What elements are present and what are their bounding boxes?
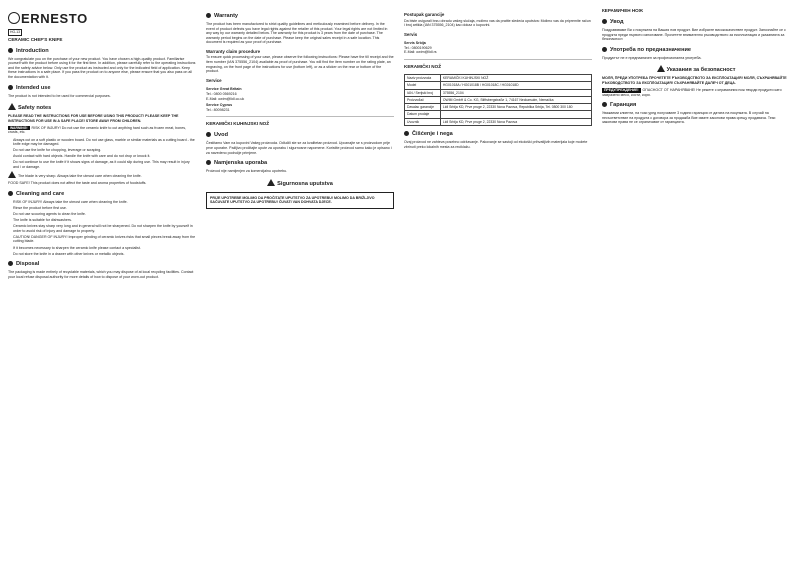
namjena-heading: Namjenska uporaba [206,160,394,167]
paket-heading: Postupak garancije [404,12,445,17]
warning-triangle-icon [657,65,665,72]
bg-use-text: Продуктът не е предназначен за професионална употреба. [602,55,702,60]
claim-heading: Warranty claim procedure [206,48,261,54]
table-row: Proizvođač OWIM GmbH & Co. KG, Stiftsbergstraße 1, 74167 Neckarsulm, Nemačka [405,96,592,103]
bg-uvod-heading: Увод [602,19,790,26]
intended-text: The product is not intended to be used for commercial purposes. [8,93,111,98]
bullet-icon [602,19,607,24]
table-row: Model HG01018A / HG01018B / HG01018C / HG01018D [405,82,592,89]
list-item: If it becomes necessary to sharpen the ceramic knife please contact a specialist. [13,245,141,250]
table-row: Datum prodaje [405,111,592,118]
safety-intro: PLEASE READ THE INSTRUCTIONS FOR USE BEFORE USING THIS PRODUCT! PLEASE KEEP THE INSTRUCTIONS FOR USE IN A SAFE PLACE! STORE AWAY FROM CHILDREN. [8,114,179,123]
bullet-icon [206,132,211,137]
list-item: Rinse the product before first use. [13,205,67,210]
column-warranty-croatian [206,8,394,560]
table-row: Naziv proizvoda KERAMIČKI KUHINJSKI NOŽ [405,74,592,81]
list-item: Do not continue to use the knife if it shows signs of damage, as it could slip during use. This may result in injury and / or damage. [13,160,190,169]
list-item: Do not use the knife for chopping, leverage or scraping. [13,148,102,153]
service-heading: Service [206,77,222,83]
bullet-icon [8,48,13,53]
brand-circle-icon [8,12,20,24]
bullet-icon [602,102,607,107]
cleaning-heading: Cleaning and care [8,191,196,198]
bullet-icon [206,160,211,165]
list-item: Avoid contact with hard objects. Handle the knife with care and do not drop or knock it. [13,154,151,159]
bullet-icon [404,131,409,136]
bg-garancia-text: Уважаеми клиенти, на този уред получавате 3 години гаранция от датата на покупката. В случай на несъответствие на продукта с договора за продажба Вие имате законови права срещу продавача. Тези законови права не се ограничават от гаранцията. [602,111,776,125]
uvod-text: Čestitamo Vam na kupovini Vašeg proizvoda. Odlučili ste se za kvalitetan proizvod. Upoznajte se s proizvodom prije prve uporabe. Pažljivo pročitajte upute za uporabu i sigurnosne napomene. Koristite proizvod samo kako je opisano i za navedeno područje primjene. [206,141,392,155]
warning-label: ПРЕДУПРЕЖДЕНИЕ! [604,88,639,93]
warning-paragraph: WARNING! RISK OF INJURY! Do not use the ceramic knife to cut anything hard such as frozen meat, bones, crusts, etc. [8,125,187,135]
language-title-rs: KERAMIČKI NOŽ [404,63,442,69]
product-title: CERAMIC CHEF'S KNIFE [8,36,63,42]
claim-text: To ensure quick processing of your case, please observe the following instructions: Please have the till receipt and the item number (IAN 375556_2104) available as proof of purchase. You will find the item number on the rating plate, an engraving, on the front page of the instructions for use (bottom left), or as a sticker on the rear or bottom of the product. [206,55,394,74]
divider [206,116,394,117]
column-bulgarian [602,8,790,560]
warranty-table [404,74,592,126]
bg-warning-paragraph: ПРЕДУПРЕЖДЕНИЕ! ОПАСНОСТ ОТ НАРАНЯВАНЕ! Не режете с керамичния нож твърди продукти като замразено месо, кости, кори. [602,88,782,97]
list-item: Do not use scouring agents to clean the knife. [13,211,86,216]
warranty-text: The product has been manufactured to strict quality guidelines and meticulously examined before delivery. In the event of product defects you have legal rights against the retailer of this product. Your legal rights are not limited in any way by our warranty detailed below. The warranty for this product is 3 years from the date of purchase. The warranty period begins on the date of purchase. Please keep the original sales receipt in a safe location. This document is required as your proof of purchase. [206,22,388,45]
food-safe-note: FOOD SAFE! This product does not affect the taste and aroma properties of foodstuffs. [8,181,147,186]
list-item: Always cut on a soft plastic or wooden board. Do not use glass, marble or similar materials as a cutting board - the knife edge may be damaged. [13,137,195,147]
divider [404,59,592,60]
uvod-heading: Uvod [206,132,394,139]
bullet-icon [206,13,211,18]
intended-heading: Intended use [8,85,196,92]
bg-garancia-heading: Гаранция [602,102,790,109]
bullet-icon [8,85,13,90]
brand-logo: ERNESTO [8,12,196,26]
servis-heading: Servis [404,31,418,37]
servis-address: Servis Srbija Tel.: 0800190629 E-Mail: owim@lidl.rs [404,41,437,55]
warning-label: WARNING! [10,125,28,130]
service-address: Service Great Britain Tel.: 0800 0569216 E-Mail: owim@lidl.co.uk Service Cyprus Tel.: 80098231 [206,87,245,112]
bg-uvod-text: Поздравяваме Ви с покупката на Вашия нов продукт. Вие избрахте висококачествен продукт. Запознайте се с продукта преди първото използване. Прочетете внимателно ръководството за експлоатация и указанията за безопасност. [602,28,786,42]
namjena-text: Proizvod nije namijenjen za komercijalnu upotrebu. [206,169,288,174]
bullet-icon [8,261,13,266]
sig-heading: Sigurnosna uputstva [206,179,394,188]
list-item: Do not store the knife in a drawer with other knives or metallic objects. [13,251,125,256]
table-row: Davalac garancije Lidl Srbija KD, Prve pruge 2, 22330 Nova Pazova, Republika Srbija, Tel. 0800 300 180 [405,104,592,111]
bullet-icon [8,191,13,196]
warning-triangle-icon [267,179,275,186]
blade-note: The blade is very sharp. Always take the utmost care when cleaning the knife. [8,171,196,179]
bg-use-heading: Употреба по предназначение [602,47,790,54]
column-english [8,8,196,560]
list-item: CAUTION! DANGER OF INJURY! Improper grinding of ceramic knives risks that small pieces break away from the cutting blade. [13,234,196,244]
sig-text: PRIJE UPOTREBE MOLIMO DA PROČITATE UPUTSTVO ZA UPOTREBU! MOLIMO DA BRIŽLJIVO SAČUVATE UPUTSTVO ZA UPOTREBU! ČUVATI VAN DOHVATA DJECE. [206,192,394,209]
list-item: Ceramic knives stay sharp very long and in general will not be sharpened. Do not sharpen the knife by yourself in order to avoid risk of injury and damage to property. [13,224,193,233]
table-row: IAN / Serijski broj 375556_2104 [405,89,592,96]
warning-triangle-icon [8,103,16,110]
table-row: Uvoznik Lidl Srbija KD, Prve pruge 2, 22330 Nova Pazova [405,118,592,125]
warranty-heading: Warranty [206,13,394,20]
bg-safety-heading: Указания за безопасност [602,65,790,74]
bullet-icon [602,47,607,52]
disposal-heading: Disposal [8,261,196,268]
paket-text: Da biste osigurali brzu obradu vašeg slučaja, molimo vas da pratite sledeća uputstva: Molimo vas da pripremite račun i broj artikla (IAN 375556_2104) kao dokaz o kupovini. [404,18,591,28]
product-code: HG-13 [10,30,20,34]
column-serbian [404,8,592,560]
list-item: RISK OF INJURY! Always take the utmost care when cleaning the knife. [13,199,128,204]
care-heading: Čišćenje i nega [404,131,592,138]
language-title-bg: КЕРАМИЧЕН НОЖ [602,8,643,13]
intro-text: We congratulate you on the purchase of your new product. You have chosen a high-quality product. Familiarise yourself with the product before using it for the first time. In addition, please carefully refer to the operating instructions and the safety advice below. Only use the product as instructed and only for the indicated field of application. Keep these instructions in a safe place. If you pass the product on to anyone else, please ensure that you also pass on all the documentation with it. [8,56,196,79]
list-item: The knife is suitable for dishwashers. [13,218,72,223]
disposal-text: The packaging is made entirely of recyclable materials, which you may dispose of at local recycling facilities. Contact your local refuse disposal authority for more details of how to dispose of your worn-out product. [8,270,194,279]
safety-heading: Safety notes [8,103,196,112]
intro-heading: Introduction [8,48,196,55]
bg-safety-text: МОЛЯ, ПРЕДИ УПОТРЕБА ПРОЧЕТЕТЕ РЪКОВОДСТВОТО ЗА ЕКСПЛОАТАЦИЯ! МОЛЯ, СЪХРАНЯВАЙТЕ РЪКОВОДСТВОТО ЗА ЕКСПЛОАТАЦИЯ! СЪХРАНЯВАЙТЕ ДАЛЕЧ ОТ ДЕЦА. [602,76,787,85]
warning-triangle-icon [8,171,16,178]
language-title-hr: KERAMIČKI KUHINJSKI NOŽ [206,121,270,127]
care-text: Ovaj proizvod ne zahteva posebno održavanje. Pakovanje se sastoji od ekološki prihvatljivih materijala koje možete zbrinuti preko lokalnih mesta za reciklažu. [404,140,588,149]
